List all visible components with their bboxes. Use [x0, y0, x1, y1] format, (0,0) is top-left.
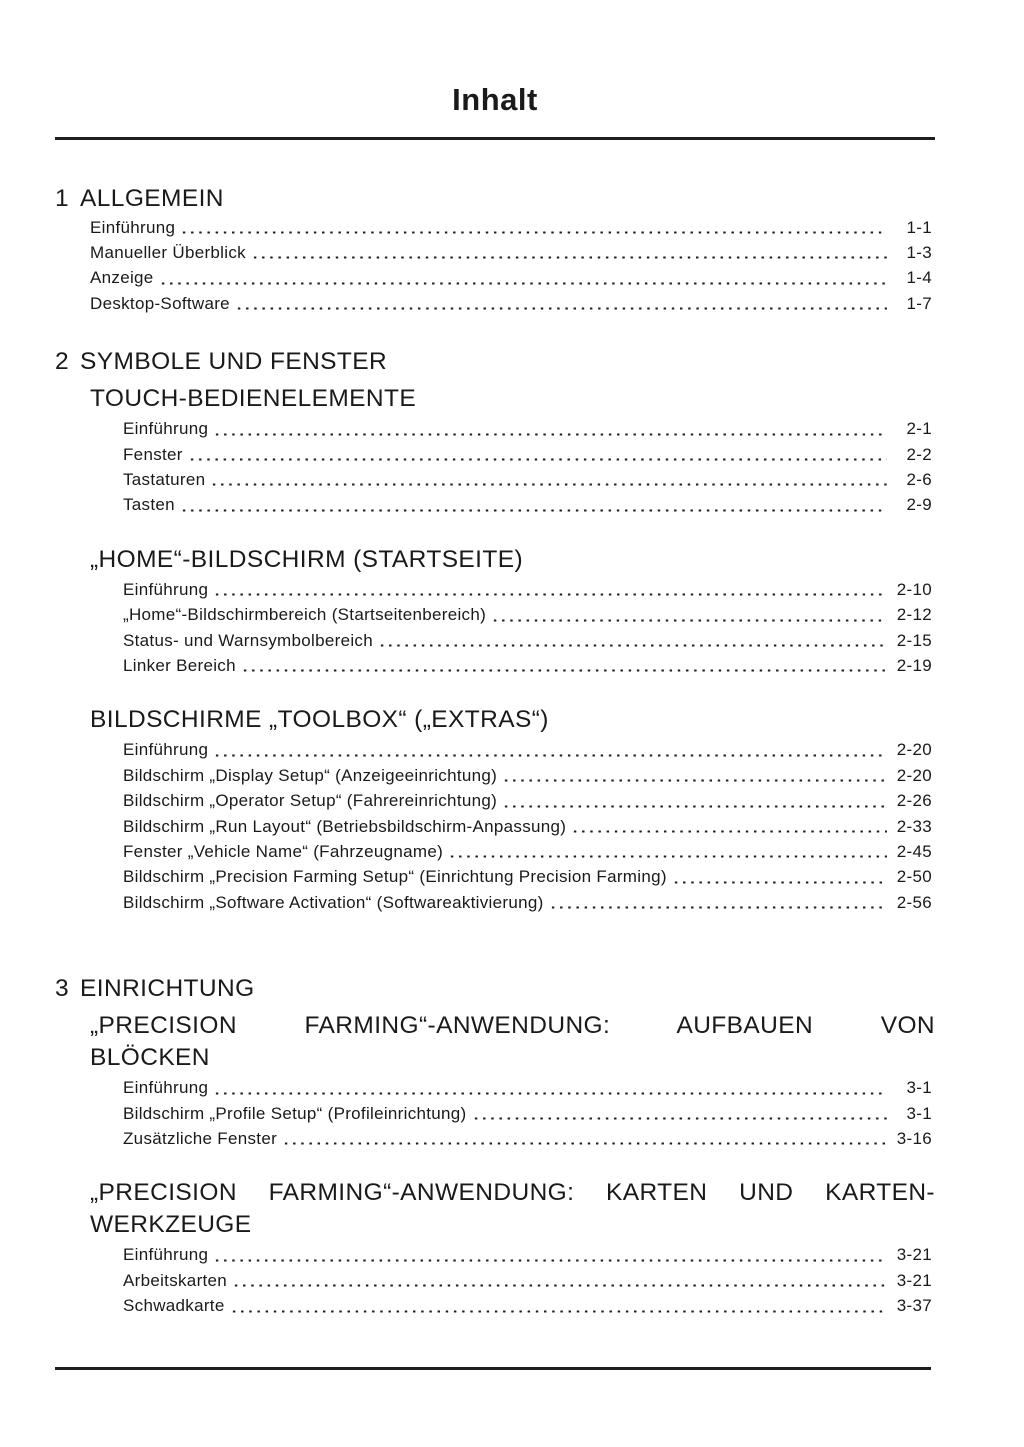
toc-entry-page: 1-1 — [906, 217, 932, 237]
toc-entry — [123, 467, 935, 492]
toc-entry-label: „Home“-Bildschirmbereich (Startseitenbereich) — [123, 605, 487, 625]
toc-entry — [123, 814, 935, 839]
toc-entry-page: 3-1 — [906, 1078, 932, 1098]
toc-entry-label: Einführung — [123, 740, 209, 760]
toc-entry-page: 2-2 — [906, 444, 932, 464]
toc-chapter — [55, 348, 935, 915]
toc-entry-label: Bildschirm „Profile Setup“ (Profileinrichtung) — [123, 1103, 467, 1123]
toc-entry-label: Einführung — [123, 1245, 209, 1265]
toc-entry — [123, 864, 935, 889]
toc-entry-page: 1-4 — [906, 268, 932, 288]
toc-entry — [123, 1268, 935, 1293]
toc-entry — [90, 215, 935, 240]
header-rule — [55, 137, 935, 140]
chapter-heading — [55, 185, 935, 213]
toc-entry — [90, 265, 935, 290]
toc-chapter — [55, 975, 935, 1318]
subsection-heading — [90, 1010, 935, 1074]
toc-entry-label: Einführung — [123, 1078, 209, 1098]
toc-entry-page: 2-45 — [896, 842, 932, 861]
toc-entry — [123, 628, 935, 653]
subsection-title-line: „HOME“-BILDSCHIRM (STARTSEITE) — [90, 545, 524, 573]
subsection-heading — [90, 1177, 935, 1241]
subsection-entries — [123, 577, 935, 679]
toc-entry-page: 1-7 — [906, 293, 932, 313]
toc-entry-page: 2-1 — [906, 419, 932, 439]
toc-entry — [123, 763, 935, 788]
toc-entry — [123, 492, 935, 517]
subsection-title-line: „PRECISION FARMING“-ANWENDUNG: AUFBAUEN VON — [90, 1012, 935, 1040]
toc-entry-label: Bildschirm „Software Activation“ (Softwareaktivierung) — [123, 892, 544, 912]
toc-entry-page: 2-56 — [896, 892, 932, 912]
toc-entry-page: 1-3 — [906, 242, 932, 262]
dot-leader — [232, 1268, 887, 1293]
subsection-heading — [90, 704, 935, 736]
dot-leader — [180, 492, 887, 517]
dot-leader — [549, 890, 887, 915]
subsection-entries — [123, 1075, 935, 1151]
toc-entry — [123, 416, 935, 441]
dot-leader — [502, 763, 887, 788]
chapter-number: 1 — [55, 184, 70, 212]
toc-subsection — [90, 704, 935, 915]
subsection-entries — [123, 416, 935, 518]
toc-subsection — [90, 383, 935, 518]
footer-rule — [55, 1367, 931, 1370]
toc-entry — [123, 602, 935, 627]
dot-leader — [213, 577, 887, 602]
toc-subsection — [90, 1010, 935, 1151]
toc-entry-page: 2-20 — [896, 740, 932, 760]
toc-entry-label: Schwadkarte — [123, 1296, 225, 1316]
dot-leader — [213, 416, 887, 441]
toc-entry — [123, 1101, 935, 1126]
subsection-title-line: „PRECISION FARMING“-ANWENDUNG: KARTEN UND KARTEN- — [90, 1179, 935, 1207]
toc-entry-page: 3-37 — [896, 1296, 932, 1316]
toc-entry-label: Bildschirm „Precision Farming Setup“ (Einrichtung Precision Farming) — [123, 867, 667, 887]
chapter-subsections — [55, 383, 935, 915]
chapter-subsections — [55, 1010, 935, 1318]
chapter-title: ALLGEMEIN — [80, 184, 224, 212]
subsection-heading — [90, 383, 935, 415]
toc-subsection — [90, 544, 935, 679]
dot-leader — [213, 1075, 887, 1100]
dot-leader — [672, 864, 887, 889]
toc-entry-page: 2-12 — [896, 605, 932, 625]
subsection-title-line: WERKZEUGE — [90, 1211, 252, 1239]
toc-entry-page: 2-10 — [896, 579, 932, 599]
dot-leader — [571, 814, 887, 839]
toc-subsection — [90, 1177, 935, 1318]
toc-entry — [123, 577, 935, 602]
chapter-title: SYMBOLE UND FENSTER — [80, 348, 388, 376]
dot-leader — [448, 839, 887, 864]
toc-entry-label: Fenster „Vehicle Name“ (Fahrzeugname) — [123, 842, 444, 861]
toc-entry-page: 2-26 — [896, 791, 932, 811]
toc-entry-label: Einführung — [123, 419, 209, 439]
toc-entry — [123, 890, 935, 915]
toc-chapter — [55, 185, 935, 317]
toc-entry-page: 3-21 — [896, 1270, 932, 1290]
toc-entry — [123, 653, 935, 678]
toc-entry — [123, 1075, 935, 1100]
toc-entry-label: Einführung — [90, 217, 176, 237]
chapter-title: EINRICHTUNG — [80, 975, 255, 1003]
dot-leader — [378, 628, 887, 653]
toc-entry-label: Zusätzliche Fenster — [123, 1129, 278, 1149]
toc-entry — [123, 442, 935, 467]
dot-leader — [491, 602, 887, 627]
toc-entry-page: 3-16 — [896, 1129, 932, 1149]
toc-entry-label: Einführung — [123, 579, 209, 599]
dot-leader — [159, 265, 887, 290]
toc-entry — [90, 240, 935, 265]
toc-entry-label: Anzeige — [90, 268, 154, 288]
dot-leader — [472, 1101, 887, 1126]
subsection-heading — [90, 544, 935, 576]
dot-leader — [282, 1126, 887, 1151]
subsection-entries — [123, 1242, 935, 1318]
chapter-heading — [55, 975, 935, 1003]
toc-entry-page: 2-20 — [896, 765, 932, 785]
dot-leader — [251, 240, 887, 265]
subsection-title-line: BILDSCHIRME „TOOLBOX“ („EXTRAS“) — [90, 706, 549, 734]
toc-entry-page: 2-6 — [906, 469, 932, 489]
toc-entry-page: 2-19 — [896, 655, 932, 675]
toc-entry — [123, 1242, 935, 1267]
subsection-entries — [123, 737, 935, 915]
toc-entry-page: 3-1 — [906, 1103, 932, 1123]
toc-entry — [90, 291, 935, 316]
toc-entry-page: 2-33 — [896, 816, 932, 836]
toc-entry-page: 3-21 — [896, 1245, 932, 1265]
toc-entry-page: 2-9 — [906, 495, 932, 515]
toc-entry-page: 2-50 — [896, 867, 932, 887]
chapter-number: 3 — [55, 975, 70, 1003]
dot-leader — [213, 1242, 887, 1267]
toc-entry-label: Bildschirm „Display Setup“ (Anzeigeeinrichtung) — [123, 765, 498, 785]
toc-entry-page: 2-15 — [896, 630, 932, 650]
chapter-heading — [55, 348, 935, 376]
chapter-number: 2 — [55, 348, 70, 376]
toc-entry-label: Tastaturen — [123, 469, 206, 489]
subsection-title-line: BLÖCKEN — [90, 1044, 210, 1072]
dot-leader — [188, 442, 887, 467]
toc-entry-label: Status- und Warnsymbolbereich — [123, 630, 373, 650]
page-title: Inhalt — [452, 82, 538, 117]
toc-entry-label: Manueller Überblick — [90, 242, 246, 262]
toc-entry — [123, 737, 935, 762]
toc-entry-label: Desktop-Software — [90, 293, 230, 313]
dot-leader — [213, 737, 887, 762]
chapter-entries — [90, 215, 935, 317]
table-of-contents — [55, 185, 935, 1319]
toc-entry-label: Fenster — [123, 444, 183, 464]
toc-entry — [123, 1126, 935, 1151]
dot-leader — [235, 291, 887, 316]
toc-entry-label: Bildschirm „Run Layout“ (Betriebsbildschirm-Anpassung) — [123, 816, 567, 836]
subsection-title-line: TOUCH-BEDIENELEMENTE — [90, 385, 417, 413]
dot-leader — [241, 653, 887, 678]
dot-leader — [180, 215, 887, 240]
toc-entry-label: Bildschirm „Operator Setup“ (Fahrereinrichtung) — [123, 791, 498, 811]
toc-entry — [123, 788, 935, 813]
dot-leader — [502, 788, 887, 813]
toc-entry-label: Tasten — [123, 495, 175, 515]
toc-entry-label: Arbeitskarten — [123, 1270, 228, 1290]
dot-leader — [210, 467, 887, 492]
dot-leader — [230, 1293, 887, 1318]
toc-entry — [123, 1293, 935, 1318]
toc-entry — [123, 839, 935, 864]
toc-entry-label: Linker Bereich — [123, 655, 236, 675]
